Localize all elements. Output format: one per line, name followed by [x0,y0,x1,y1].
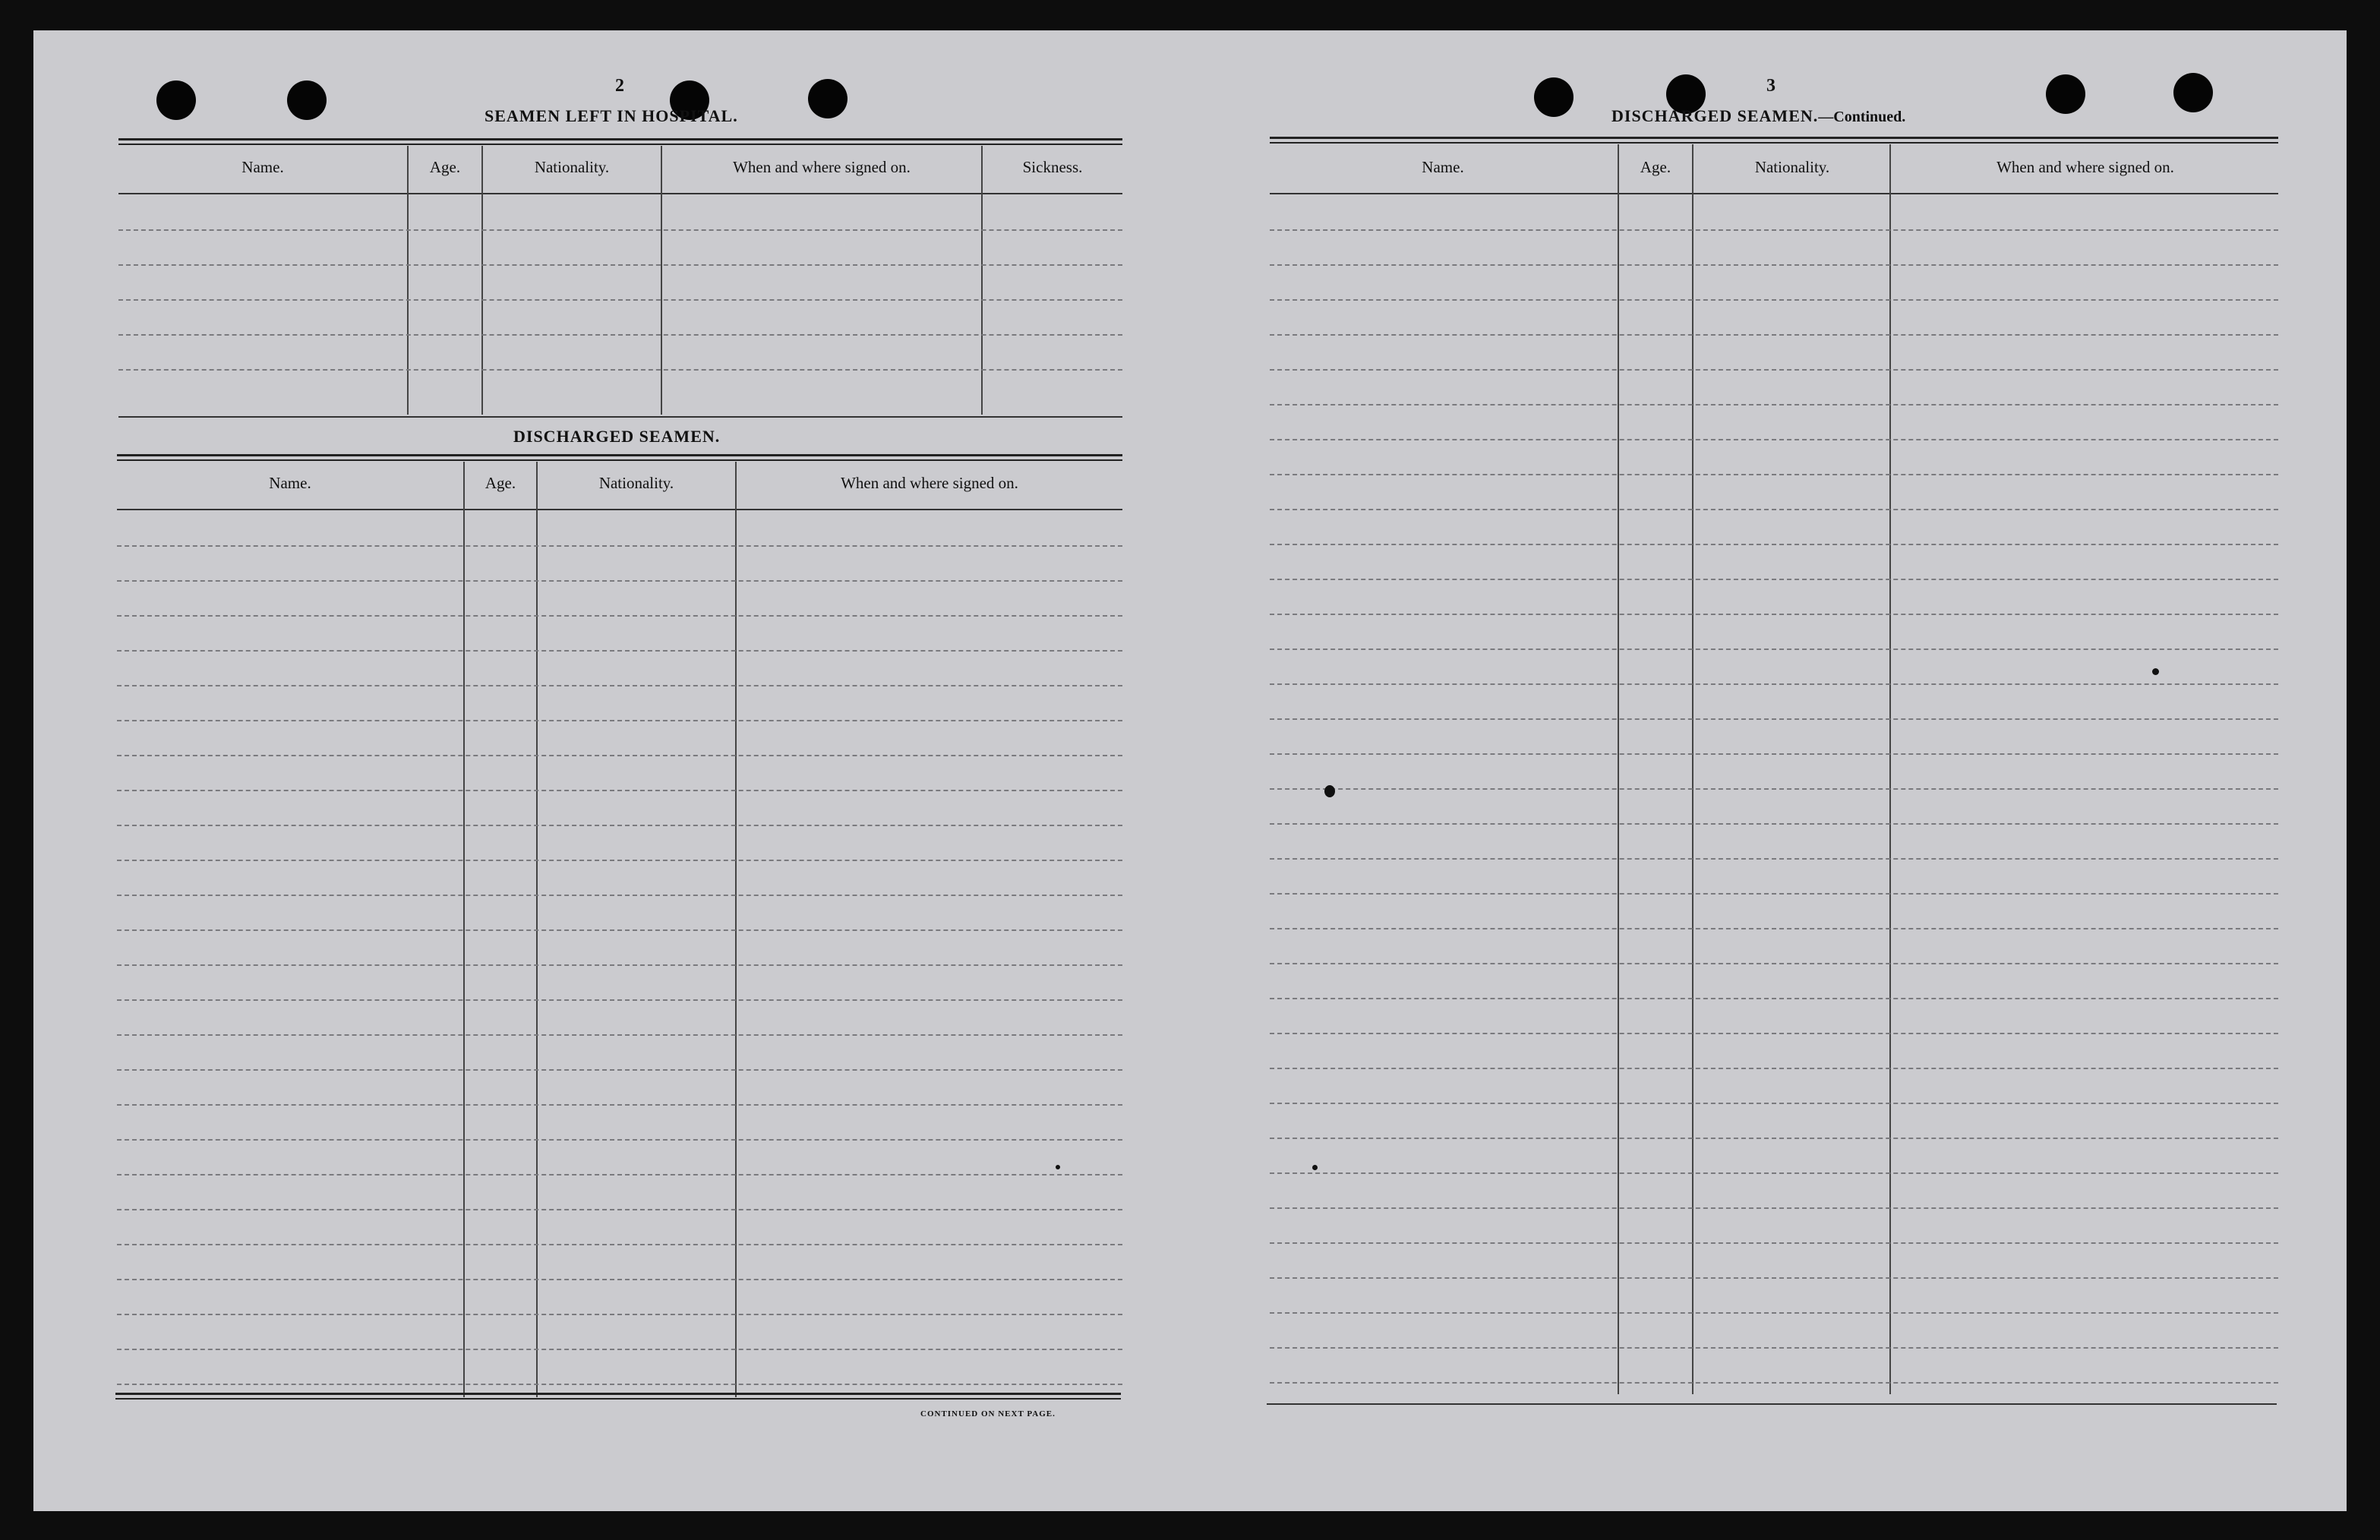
punch-hole [808,79,848,118]
hospital-bottom-rule [118,416,1122,418]
ruled-row [1270,823,2278,825]
ruled-row [117,1034,1122,1036]
ruled-row [117,650,1122,652]
ruled-row [117,1069,1122,1071]
ruled-row [1270,963,2278,964]
ruled-row [1270,404,2278,406]
hospital-section-title: SEAMEN LEFT IN HOSPITAL. [485,106,738,125]
ruled-row [117,1384,1122,1385]
ruled-row [118,334,1122,336]
right-col-age: Age. [1640,158,1671,176]
ruled-row [1270,264,2278,266]
right-title-suffix: —Continued. [1818,109,1906,125]
discharged-col-age: Age. [485,474,516,492]
ruled-row [117,1104,1122,1106]
ruled-row [117,1209,1122,1210]
ruled-row [117,860,1122,861]
ruled-row [117,825,1122,826]
discharged-section-title: DISCHARGED SEAMEN. [513,427,721,446]
ruled-row [1270,718,2278,720]
ruled-row [117,929,1122,931]
ruled-row [1270,1277,2278,1279]
ruled-row [1270,369,2278,371]
ruled-row [1270,334,2278,336]
ruled-row [118,369,1122,371]
ruled-row [1270,683,2278,685]
ruled-row [117,964,1122,966]
ruled-row [1270,229,2278,231]
ruled-row [117,1349,1122,1350]
ruled-row [1270,788,2278,790]
right-section-title [1611,106,1905,126]
page-number-left: 2 [615,76,624,96]
hospital-col-age: Age. [429,158,461,176]
punch-hole [2173,73,2213,112]
hospital-rows [118,194,1122,415]
ruled-row [117,1244,1122,1245]
ruled-row [1270,1312,2278,1314]
ruled-row [117,545,1122,547]
right-rows [1270,194,2278,1394]
ruled-row [117,1279,1122,1280]
ink-spot [1312,1165,1318,1170]
discharged-bottom-rule [115,1393,1121,1400]
ruled-row [117,999,1122,1001]
ruled-row [1270,1172,2278,1174]
ruled-row [117,790,1122,791]
ruled-row [1270,893,2278,895]
ruled-row [1270,1347,2278,1349]
right-bottom-rule [1267,1403,2277,1405]
hospital-top-rule [118,138,1122,145]
ruled-row [1270,509,2278,510]
ruled-row [1270,1033,2278,1034]
ruled-row [1270,544,2278,545]
right-col-name: Name. [1422,158,1464,176]
hospital-col-sickness: Sickness. [1022,158,1083,176]
right-col-nationality: Nationality. [1754,158,1830,176]
discharged-top-rule [117,454,1122,461]
ruled-row [1270,1207,2278,1209]
punch-hole [156,80,196,120]
ruled-row [117,580,1122,582]
ruled-row [117,685,1122,686]
ruled-row [1270,649,2278,650]
ruled-row [1270,998,2278,999]
ruled-row [117,720,1122,721]
ruled-row [1270,614,2278,615]
continued-note: CONTINUED ON NEXT PAGE. [920,1409,1056,1419]
ruled-row [1270,1382,2278,1384]
ruled-row [118,264,1122,266]
ruled-row [1270,1138,2278,1139]
ruled-row [1270,1068,2278,1069]
ink-spot [1056,1165,1060,1169]
discharged-rows [117,510,1122,1397]
right-title-main: DISCHARGED SEAMEN. [1611,106,1819,125]
right-top-rule [1270,137,2278,144]
ruled-row [1270,928,2278,929]
ruled-row [1270,858,2278,860]
ruled-row [1270,439,2278,440]
ruled-row [1270,579,2278,580]
discharged-col-name: Name. [269,474,311,492]
ruled-row [118,229,1122,231]
discharged-col-signed-on: When and where signed on. [841,474,1018,492]
ink-spot [2152,668,2159,675]
hospital-col-signed-on: When and where signed on. [733,158,911,176]
ink-spot [1324,785,1335,797]
ruled-row [117,1314,1122,1315]
ruled-row [117,1139,1122,1141]
page-number-right: 3 [1766,76,1776,96]
ruled-row [1270,1103,2278,1104]
punch-hole [2046,74,2085,114]
hospital-col-nationality: Nationality. [534,158,610,176]
ruled-row [1270,299,2278,301]
ruled-row [1270,1242,2278,1244]
discharged-col-nationality: Nationality. [598,474,674,492]
ruled-row [1270,474,2278,475]
punch-hole [287,80,327,120]
ruled-row [1270,753,2278,755]
hospital-col-name: Name. [241,158,284,176]
ruled-row [117,1174,1122,1176]
punch-hole [1534,77,1574,117]
ruled-row [117,755,1122,756]
right-col-signed-on: When and where signed on. [1996,158,2174,176]
ruled-row [117,615,1122,617]
ruled-row [118,299,1122,301]
ruled-row [117,895,1122,896]
